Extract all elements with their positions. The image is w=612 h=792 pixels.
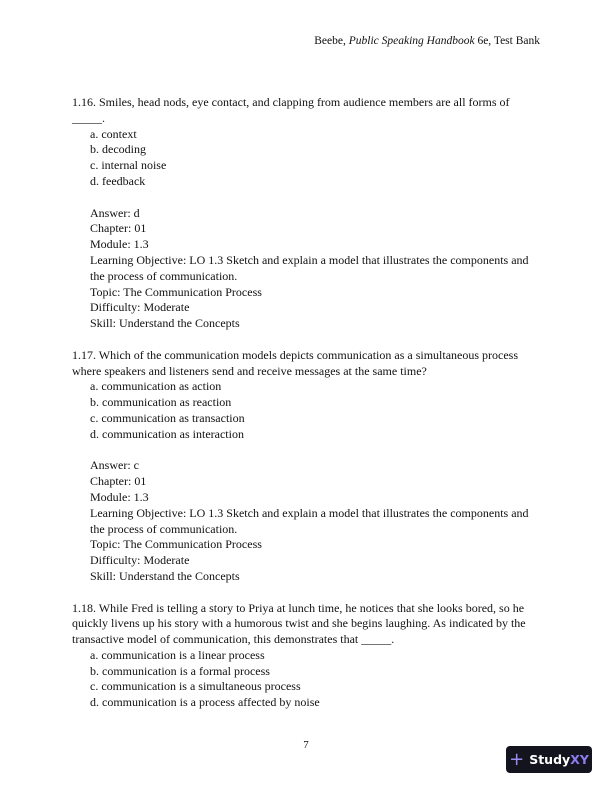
question-metadata: Answer: d <box>90 205 140 220</box>
logo-text: Study <box>529 751 571 767</box>
question-metadata: Topic: The Communication Process <box>90 537 262 552</box>
question-metadata: Difficulty: Moderate <box>90 553 190 568</box>
answer-option: a. context <box>90 126 137 141</box>
question-metadata: Chapter: 01 <box>90 221 147 236</box>
answer-option: d. communication is a process affected by noise <box>90 695 320 710</box>
answer-option: a. communication as action <box>90 379 222 394</box>
answer-option: c. communication as transaction <box>90 410 245 425</box>
question-stem: 1.16. Smiles, head nods, eye contact, and clapping from audience members are all forms of _____. <box>72 95 510 125</box>
answer-option: d. feedback <box>90 173 146 188</box>
question <box>72 601 542 712</box>
plus-icon: + <box>509 748 525 770</box>
question-metadata: Learning Objective: LO 1.3 Sketch and explain a model that illustrates the components and the process of communication. <box>90 505 529 536</box>
question-metadata: Difficulty: Moderate <box>90 300 190 315</box>
logo-accent: XY <box>570 751 589 767</box>
answer-option: d. communication as interaction <box>90 426 244 441</box>
answer-option: b. communication is a formal process <box>90 663 270 678</box>
studyxy-logo[interactable] <box>506 746 592 773</box>
question-metadata: Module: 1.3 <box>90 489 149 504</box>
header-author: Beebe, <box>314 35 349 47</box>
question <box>72 95 542 332</box>
question <box>72 348 542 585</box>
running-header <box>314 34 540 50</box>
question-metadata: Skill: Understand the Concepts <box>90 316 240 331</box>
answer-option: c. internal noise <box>90 158 167 173</box>
page-number: 7 <box>303 739 309 751</box>
answer-option: a. communication is a linear process <box>90 647 265 662</box>
question-metadata: Chapter: 01 <box>90 474 147 489</box>
question-stem: 1.18. While Fred is telling a story to Priya at lunch time, he notices that she looks bored, so he quickly livens up his story with a humorous twist and she begins laughing. As indicated by the transactive model of communication, this demonstrates that _____. <box>72 600 526 647</box>
question-list <box>72 95 542 727</box>
answer-option: c. communication is a simultaneous process <box>90 679 301 694</box>
header-book-title: Public Speaking Handbook <box>348 35 475 47</box>
question-metadata: Skill: Understand the Concepts <box>90 568 240 583</box>
header-suffix: 6e, Test Bank <box>474 35 540 47</box>
question-metadata: Module: 1.3 <box>90 237 149 252</box>
question-metadata: Learning Objective: LO 1.3 Sketch and explain a model that illustrates the components and the process of communication. <box>90 252 529 283</box>
answer-option: b. communication as reaction <box>90 395 232 410</box>
question-metadata: Topic: The Communication Process <box>90 284 262 299</box>
answer-option: b. decoding <box>90 142 146 157</box>
question-metadata: Answer: c <box>90 458 139 473</box>
question-stem: 1.17. Which of the communication models depicts communication as a simultaneous process where speakers and listeners send and receive messages at the same time? <box>72 347 519 378</box>
